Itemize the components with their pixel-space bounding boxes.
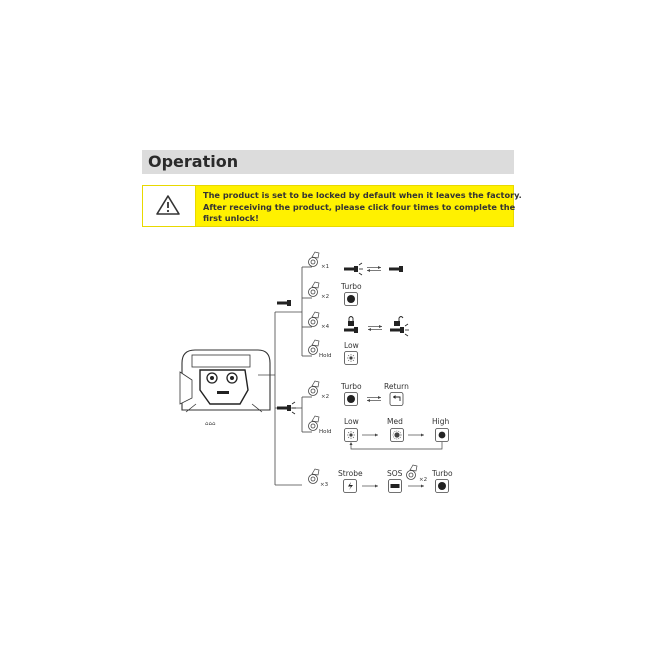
button-press-icon [309,469,320,484]
warning-line: After receiving the product, please click four times to complete the [203,201,516,212]
press-count: ×2 [321,294,330,300]
press-count: Hold [319,429,332,435]
page-title: Operation [148,152,239,171]
turbo-mode-icon [345,393,358,406]
lock-icon [344,317,358,334]
button-press-icon [309,381,320,396]
warning-line: The product is set to be locked by default when it leaves the factory. [203,190,522,200]
med-mode-icon [391,429,404,442]
mode-label-sos: SOS [387,469,403,478]
on-state-icon [277,402,296,414]
unlock-icon [390,317,409,337]
high-mode-icon [436,429,449,442]
mode-label-low: Low [344,417,359,426]
button-press-icon [309,416,320,431]
svg-text:⌂⌂⌂: ⌂⌂⌂ [205,421,216,427]
mode-label-strobe: Strobe [338,469,363,478]
press-count: Hold [319,353,332,359]
next-arrow-icon [362,485,378,488]
mode-label-low: Low [344,341,359,350]
return-icon [390,393,403,406]
button-press-icon [309,312,320,327]
row-on-click-2 [309,381,410,406]
turbo-mode-icon [345,293,358,306]
strobe-icon [344,480,357,493]
toggle-arrow-icon [368,325,382,331]
button-press-icon [309,340,320,355]
next-arrow-icon [408,434,424,437]
press-count: ×4 [321,324,330,330]
low-mode-icon [345,352,358,365]
off-state-icon [277,300,291,306]
press-count: ×3 [320,482,329,488]
mode-label-med: Med [387,417,403,426]
sos-icon [389,480,402,493]
press-count: ×2 [321,394,330,400]
flashlight-off-icon [389,266,403,272]
button-press-icon [309,282,320,297]
row-click-4 [309,312,410,336]
row-click-1 [309,252,404,275]
row-triple-click [309,465,454,493]
mode-label-high: High [432,417,450,426]
warning-line: first unlock! [203,213,259,223]
button-press-icon [407,465,418,480]
next-arrow-icon [362,434,378,437]
row-on-hold [309,416,450,449]
cycle-return-arrow [351,442,442,449]
flashlight-on-icon [344,263,363,275]
mode-label-turbo: Turbo [341,282,362,291]
device-illustration [180,350,270,427]
low-mode-icon [345,429,358,442]
return-label: Return [384,382,409,391]
mode-label-turbo: Turbo [432,469,453,478]
turbo-mode-icon [436,480,449,493]
row-hold-off [309,340,359,365]
row-click-2 [309,282,363,306]
toggle-arrow-icon [367,266,381,272]
mode-label-turbo: Turbo [341,382,362,391]
button-press-icon [309,252,320,267]
next-arrow-icon [408,485,424,488]
press-count: ×2 [419,477,428,483]
toggle-arrow-icon [367,396,381,402]
press-count: ×1 [321,264,330,270]
